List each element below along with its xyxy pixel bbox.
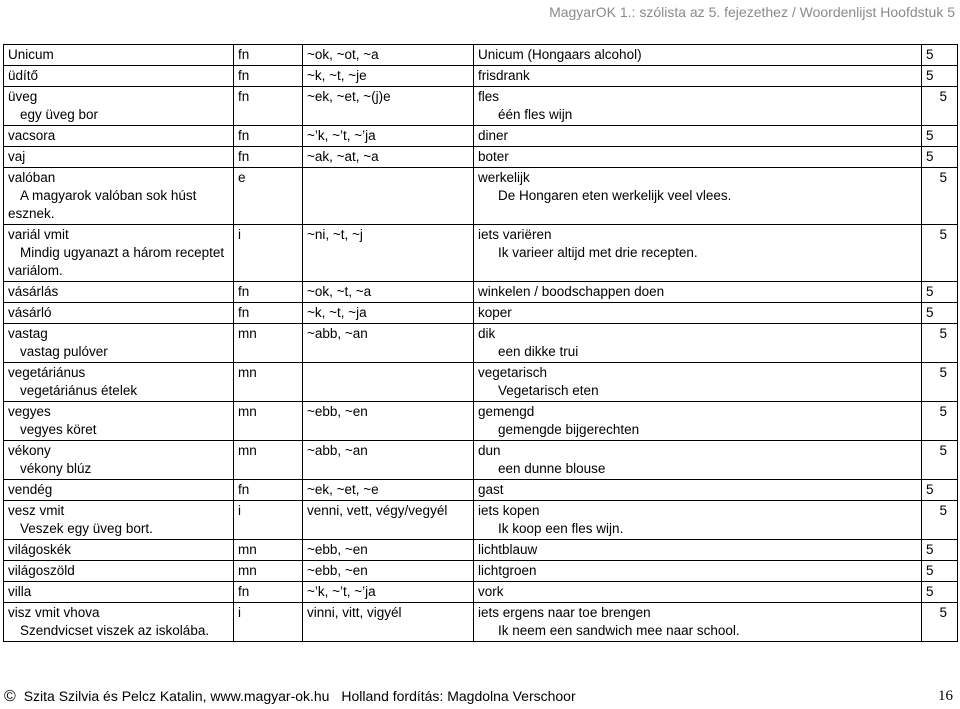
hungarian-cell (4, 363, 234, 402)
example-sentence: Veszek egy üveg bort. (20, 521, 153, 536)
dutch-translation: dik (478, 326, 496, 341)
word-class: mn (238, 326, 257, 341)
chapter-cell (922, 87, 958, 126)
vocab-row (4, 168, 958, 225)
hungarian-word: világoszöld (8, 563, 75, 578)
word-class-cell (234, 303, 303, 324)
translation-cell (474, 225, 922, 282)
chapter-number: 5 (939, 443, 947, 458)
chapter-cell (922, 126, 958, 147)
word-class-cell (234, 363, 303, 402)
hungarian-cell (4, 303, 234, 324)
chapter-cell (922, 603, 958, 642)
dutch-translation: fles (478, 89, 500, 104)
suffixes: venni, vett, végy/vegyél (307, 503, 448, 518)
example-translation: De Hongaren eten werkelijk veel vlees. (498, 188, 732, 203)
suffixes-cell (303, 561, 474, 582)
suffixes: ~abb, ~an (307, 326, 368, 341)
hungarian-cell (4, 324, 234, 363)
word-class-cell (234, 324, 303, 363)
suffixes-cell (303, 363, 474, 402)
chapter-number: 5 (939, 227, 947, 242)
hungarian-cell (4, 45, 234, 66)
translation-cell (474, 582, 922, 603)
translation-cell (474, 66, 922, 87)
vocab-row (4, 126, 958, 147)
example-sentence: vegetáriánus ételek (20, 383, 138, 398)
suffixes: ~ek, ~et, ~(j)e (307, 89, 391, 104)
suffixes: ~ebb, ~en (307, 404, 368, 419)
dutch-translation: winkelen / boodschappen doen (478, 284, 665, 299)
vocab-row (4, 582, 958, 603)
vocab-row (4, 225, 958, 282)
chapter-number: 5 (926, 47, 934, 62)
dutch-translation: Unicum (Hongaars alcohol) (478, 47, 642, 62)
suffixes-cell (303, 402, 474, 441)
word-class: mn (238, 563, 257, 578)
chapter-number: 5 (926, 482, 934, 497)
page-number: 16 (938, 688, 953, 704)
translation-cell (474, 87, 922, 126)
vocab-row (4, 603, 958, 642)
chapter-cell (922, 540, 958, 561)
suffixes: ~ok, ~ot, ~a (307, 47, 379, 62)
chapter-number: 5 (939, 170, 947, 185)
chapter-number: 5 (926, 563, 934, 578)
vocab-row (4, 402, 958, 441)
translation-cell (474, 324, 922, 363)
chapter-number: 5 (939, 326, 947, 341)
example-translation: Ik koop een fles wijn. (498, 521, 624, 536)
word-class: fn (238, 47, 250, 62)
word-class: fn (238, 149, 250, 164)
hungarian-word: vékony (8, 443, 51, 458)
chapter-number: 5 (926, 284, 934, 299)
suffixes-cell (303, 480, 474, 501)
chapter-cell (922, 480, 958, 501)
word-class-cell (234, 126, 303, 147)
chapter-cell (922, 225, 958, 282)
dutch-translation: koper (478, 305, 512, 320)
word-class: fn (238, 68, 250, 83)
translation-cell (474, 303, 922, 324)
word-class: fn (238, 128, 250, 143)
dutch-translation: frisdrank (478, 68, 530, 83)
hungarian-cell (4, 66, 234, 87)
word-class: i (238, 503, 241, 518)
vocab-row (4, 441, 958, 480)
chapter-cell (922, 441, 958, 480)
word-class-cell (234, 561, 303, 582)
vocabulary-table (3, 44, 958, 642)
example-translation: een dunne blouse (498, 461, 606, 476)
dutch-translation: werkelijk (478, 170, 530, 185)
dutch-translation: vork (478, 584, 504, 599)
hungarian-cell (4, 501, 234, 540)
dutch-translation: lichtgroen (478, 563, 537, 578)
hungarian-cell (4, 147, 234, 168)
example-translation: één fles wijn (498, 107, 573, 122)
translation-cell (474, 282, 922, 303)
chapter-cell (922, 45, 958, 66)
dutch-translation: iets variëren (478, 227, 552, 242)
translation-cell (474, 168, 922, 225)
word-class: mn (238, 443, 257, 458)
page-footer (4, 687, 576, 706)
word-class: e (238, 170, 246, 185)
example-sentence: vegyes köret (20, 422, 97, 437)
page-header (549, 3, 955, 21)
translation-cell (474, 561, 922, 582)
hungarian-cell (4, 540, 234, 561)
translator-credit: Holland fordítás: Magdolna Verschoor (341, 688, 576, 704)
example-sentence: egy üveg bor (20, 107, 99, 122)
suffixes: vinni, vitt, vigyél (307, 605, 402, 620)
dutch-translation: iets ergens naar toe brengen (478, 605, 651, 620)
suffixes: ~ak, ~at, ~a (307, 149, 379, 164)
word-class-cell (234, 501, 303, 540)
word-class-cell (234, 282, 303, 303)
vocab-row (4, 363, 958, 402)
hungarian-word: vaj (8, 149, 26, 164)
suffixes: ~’k, ~’t, ~’ja (307, 584, 376, 599)
vocab-row (4, 324, 958, 363)
example-translation: een dikke trui (498, 344, 579, 359)
copyright-icon: © (4, 688, 16, 705)
suffixes-cell (303, 126, 474, 147)
hungarian-word: vendég (8, 482, 53, 497)
hungarian-word: vastag (8, 326, 48, 341)
suffixes-cell (303, 501, 474, 540)
word-class: i (238, 605, 241, 620)
hungarian-word: villa (8, 584, 32, 599)
hungarian-cell (4, 168, 234, 225)
translation-cell (474, 147, 922, 168)
example-translation: Ik varieer altijd met drie recepten. (498, 245, 698, 260)
vocab-row (4, 87, 958, 126)
word-class: fn (238, 284, 250, 299)
word-class-cell (234, 168, 303, 225)
hungarian-cell (4, 603, 234, 642)
hungarian-word: vásárló (8, 305, 52, 320)
dutch-translation: gemengd (478, 404, 535, 419)
translation-cell (474, 501, 922, 540)
translation-cell (474, 540, 922, 561)
vocab-row (4, 45, 958, 66)
chapter-cell (922, 168, 958, 225)
hungarian-cell (4, 126, 234, 147)
hungarian-cell (4, 480, 234, 501)
chapter-number: 5 (926, 584, 934, 599)
hungarian-cell (4, 225, 234, 282)
word-class-cell (234, 87, 303, 126)
dutch-translation: gast (478, 482, 504, 497)
word-class-cell (234, 441, 303, 480)
translation-cell (474, 480, 922, 501)
suffixes-cell (303, 225, 474, 282)
word-class-cell (234, 147, 303, 168)
suffixes-cell (303, 324, 474, 363)
suffixes-cell (303, 66, 474, 87)
chapter-cell (922, 561, 958, 582)
suffixes: ~abb, ~an (307, 443, 368, 458)
word-class: mn (238, 542, 257, 557)
suffixes-cell (303, 540, 474, 561)
vocab-row (4, 540, 958, 561)
chapter-cell (922, 582, 958, 603)
vocab-row (4, 66, 958, 87)
hungarian-cell (4, 282, 234, 303)
example-translation: gemengde bijgerechten (498, 422, 640, 437)
chapter-number: 5 (926, 305, 934, 320)
hungarian-word: Unicum (8, 47, 54, 62)
chapter-cell (922, 66, 958, 87)
dutch-translation: iets kopen (478, 503, 540, 518)
hungarian-word: vesz vmit (8, 503, 65, 518)
author-credit: Szita Szilvia és Pelcz Katalin, www.magyar-ok.hu (23, 688, 330, 704)
suffixes-cell (303, 147, 474, 168)
word-class-cell (234, 225, 303, 282)
hungarian-word: variál vmit (8, 227, 69, 242)
example-sentence: vékony blúz (20, 461, 92, 476)
chapter-number: 5 (939, 365, 947, 380)
suffixes-cell (303, 87, 474, 126)
hungarian-cell (4, 441, 234, 480)
hungarian-word: vegetáriánus (8, 365, 86, 380)
chapter-number: 5 (926, 68, 934, 83)
word-class-cell (234, 480, 303, 501)
translation-cell (474, 441, 922, 480)
suffixes: ~ebb, ~en (307, 542, 368, 557)
suffixes-cell (303, 45, 474, 66)
word-class: i (238, 227, 241, 242)
chapter-number: 5 (926, 149, 934, 164)
translation-cell (474, 603, 922, 642)
word-class: fn (238, 305, 250, 320)
dutch-translation: dun (478, 443, 501, 458)
vocab-row (4, 561, 958, 582)
word-class-cell (234, 603, 303, 642)
word-class-cell (234, 582, 303, 603)
translation-cell (474, 126, 922, 147)
dutch-translation: diner (478, 128, 509, 143)
suffixes: ~ok, ~t, ~a (307, 284, 372, 299)
vocabulary-table-body (4, 45, 958, 642)
chapter-cell (922, 402, 958, 441)
chapter-number: 5 (939, 89, 947, 104)
word-class-cell (234, 402, 303, 441)
word-class: fn (238, 89, 250, 104)
suffixes: ~ebb, ~en (307, 563, 368, 578)
example-translation: Vegetarisch eten (498, 383, 599, 398)
hungarian-word: üdítő (8, 68, 39, 83)
hungarian-word: valóban (8, 170, 56, 185)
chapter-number: 5 (926, 128, 934, 143)
suffixes-cell (303, 282, 474, 303)
vocab-row (4, 147, 958, 168)
chapter-cell (922, 282, 958, 303)
vocab-row (4, 282, 958, 303)
suffixes-cell (303, 603, 474, 642)
vocab-row (4, 501, 958, 540)
hungarian-cell (4, 87, 234, 126)
dutch-translation: boter (478, 149, 509, 164)
hungarian-cell (4, 561, 234, 582)
word-class: fn (238, 482, 250, 497)
vocab-row (4, 480, 958, 501)
suffixes: ~ni, ~t, ~j (307, 227, 363, 242)
word-class-cell (234, 540, 303, 561)
chapter-number: 5 (926, 542, 934, 557)
hungarian-word: világoskék (8, 542, 72, 557)
example-sentence: A magyarok valóban sok húst esznek. (8, 188, 197, 221)
chapter-cell (922, 363, 958, 402)
word-class: mn (238, 365, 257, 380)
suffixes: ~k, ~t, ~je (307, 68, 367, 83)
chapter-cell (922, 303, 958, 324)
chapter-cell (922, 501, 958, 540)
suffixes-cell (303, 303, 474, 324)
suffixes-cell (303, 582, 474, 603)
example-sentence: Szendvicset viszek az iskolába. (20, 623, 210, 638)
example-sentence: Mindig ugyanazt a három receptet variálom. (8, 245, 225, 278)
hungarian-word: vásárlás (8, 284, 59, 299)
chapter-number: 5 (939, 503, 947, 518)
suffixes: ~’k, ~’t, ~’ja (307, 128, 376, 143)
chapter-cell (922, 147, 958, 168)
dutch-translation: lichtblauw (478, 542, 538, 557)
translation-cell (474, 45, 922, 66)
chapter-cell (922, 324, 958, 363)
hungarian-word: vacsora (8, 128, 56, 143)
header-title: MagyarOK 1.: szólista az 5. fejezethez / Woordenlijst Hoofdstuk 5 (549, 4, 955, 20)
hungarian-word: vegyes (8, 404, 51, 419)
suffixes-cell (303, 441, 474, 480)
suffixes: ~ek, ~et, ~e (307, 482, 379, 497)
example-translation: Ik neem een sandwich mee naar school. (498, 623, 740, 638)
hungarian-cell (4, 582, 234, 603)
translation-cell (474, 363, 922, 402)
word-class-cell (234, 66, 303, 87)
suffixes-cell (303, 168, 474, 225)
word-class-cell (234, 45, 303, 66)
vocab-row (4, 303, 958, 324)
hungarian-word: üveg (8, 89, 38, 104)
suffixes: ~k, ~t, ~ja (307, 305, 367, 320)
chapter-number: 5 (939, 605, 947, 620)
chapter-number: 5 (939, 404, 947, 419)
hungarian-cell (4, 402, 234, 441)
dutch-translation: vegetarisch (478, 365, 548, 380)
hungarian-word: visz vmit vhova (8, 605, 100, 620)
word-class: fn (238, 584, 250, 599)
word-class: mn (238, 404, 257, 419)
translation-cell (474, 402, 922, 441)
example-sentence: vastag pulóver (20, 344, 108, 359)
